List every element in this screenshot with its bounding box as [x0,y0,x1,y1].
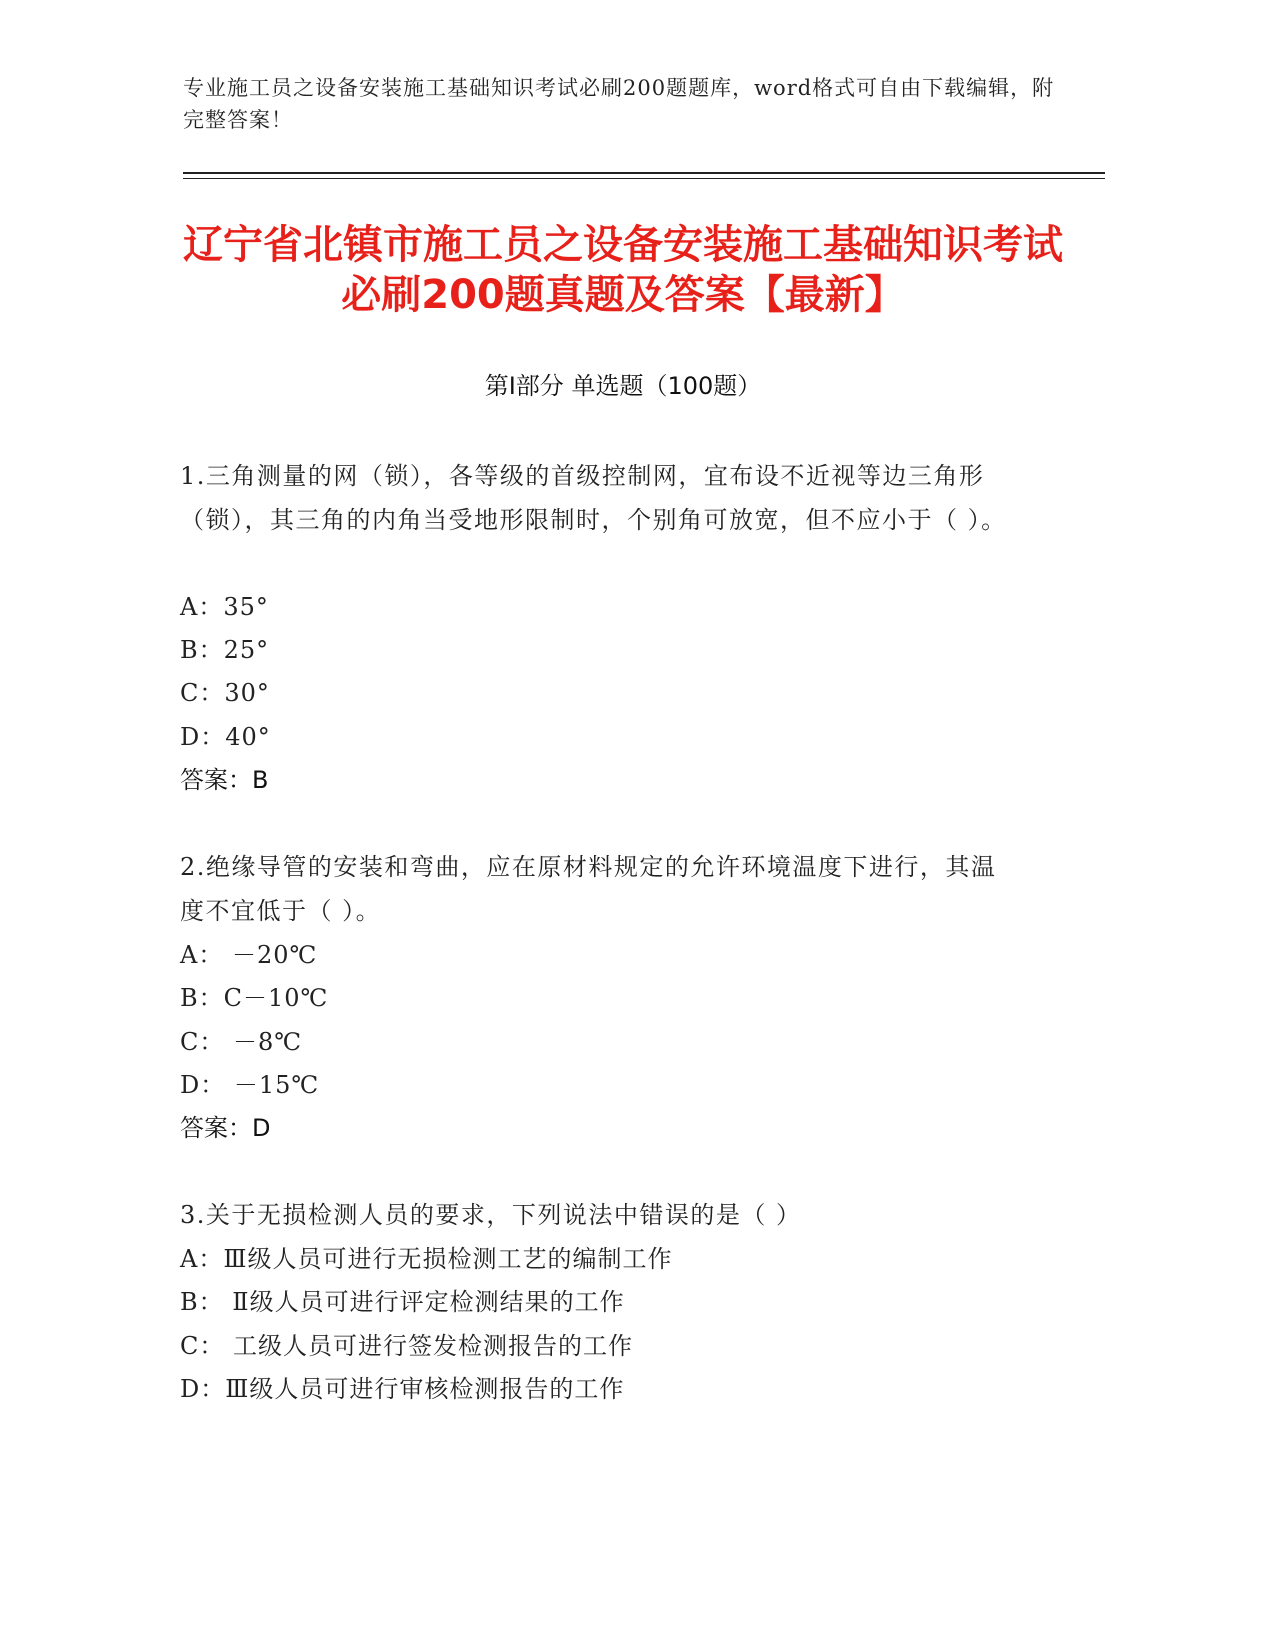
question-1-option-a: A：35° [180,593,269,621]
question-1-option-d: D：40° [180,723,271,751]
question-1-option-b: B：25° [180,636,270,664]
question-2-answer: 答案：D [180,1114,271,1142]
question-1-option-c: C：30° [180,679,270,707]
question-3-option-c: C： 工级人员可进行签发检测报告的工作 [180,1332,633,1360]
header-note: 专业施工员之设备安装施工基础知识考试必刷200题题库，word格式可自由下载编辑，附完整答案！ [183,76,1055,132]
question-3-option-d: D：Ⅲ级人员可进行审核检测报告的工作 [180,1375,625,1403]
question-3-option-b: B： Ⅱ级人员可进行评定检测结果的工作 [180,1288,625,1316]
section-title: 第I部分 单选题（100题） [484,372,762,400]
question-2-text: 2.绝缘导管的安装和弯曲，应在原材料规定的允许环境温度下进行，其温度不宜低于（ ）。 [180,853,997,925]
header-rule-thin [183,178,1105,179]
question-2-option-c: C： －8℃ [180,1028,303,1056]
question-3-option-a: A：Ⅲ级人员可进行无损检测工艺的编制工作 [180,1245,673,1273]
question-2-option-b: B：C－10℃ [180,984,329,1012]
header-rule-thick [183,172,1105,174]
question-1-answer: 答案：B [180,766,269,794]
question-1-text: 1.三角测量的网（锁），各等级的首级控制网，宜布设不近视等边三角形（锁），其三角的内角当受地形限制时，个别角可放宽，但不应小于（ ）。 [180,462,1007,534]
page-title: 辽宁省北镇市施工员之设备安装施工基础知识考试必刷200题真题及答案【最新】 [183,222,1063,318]
question-2-option-d: D： －15℃ [180,1071,320,1099]
question-3-text: 3.关于无损检测人员的要求，下列说法中错误的是（ ） [180,1201,802,1229]
question-2-option-a: A： －20℃ [180,941,318,969]
